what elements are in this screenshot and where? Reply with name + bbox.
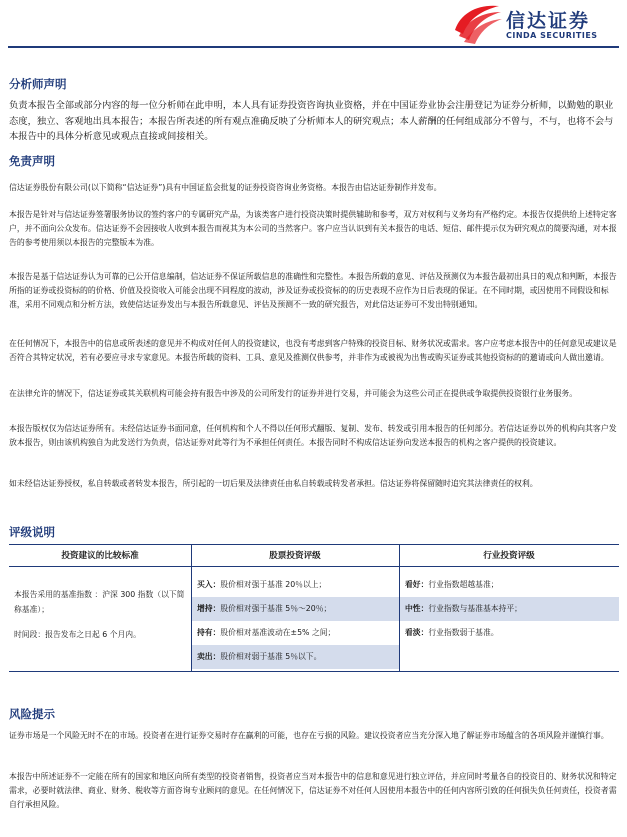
- stock-rating-row: [192, 597, 399, 621]
- industry-rating-row: [400, 573, 619, 597]
- header-industry-rating: 行业投资评级: [399, 545, 619, 567]
- brand-logo: [453, 2, 619, 46]
- stock-rating-row: [192, 621, 399, 645]
- rating-desc: 行业指数弱于基准。: [428, 628, 499, 637]
- brand-name-cn: 信达证券: [506, 10, 591, 32]
- analyst-statement-title: 分析师声明: [9, 77, 67, 91]
- rating-desc: 行业指数与基准基本持平；: [428, 604, 522, 613]
- disclaimer-paragraph: 本报告是基于信达证券认为可靠的已公开信息编制，信达证券不保证所载信息的准确性和完整性。本报告所载的意见、评估及预测仅为本报告最初出具日的观点和判断，本报告所指的证券或投资标的的价格、价值及投资收入可能会出现不同程度的波动，涉及证券或投资标的的历史表现不应作为日后表现的保证。在不同时期，或因使用不同假设和标准，采用不同观点和分析方法，致使信达证券发出与本报告所载意见、评估及预测不一致的研究报告，对此信达证券可不发出特别通知。: [9, 272, 617, 309]
- stock-rating-row: [192, 573, 399, 597]
- rating-title: 评级说明: [9, 525, 55, 539]
- risk-title: 风险提示: [9, 707, 55, 721]
- disclaimer-paragraph: 信达证券股份有限公司(以下简称“信达证券”)具有中国证监会批复的证券投资咨询业务资格。本报告由信达证券制作并发布。: [9, 183, 442, 192]
- rating-desc: 股价相对强于基准 5％～20％；: [220, 604, 332, 613]
- header-divider: [8, 46, 619, 48]
- rating-label: 看淡：: [405, 628, 429, 637]
- rating-label: 持有：: [197, 628, 221, 637]
- rating-desc: 行业指数超越基准；: [428, 580, 499, 589]
- brand-name-en: CINDA SECURITIES: [506, 31, 598, 40]
- industry-rating-row: [400, 597, 619, 621]
- page-header: [0, 0, 627, 62]
- stock-rating-row: [192, 645, 399, 669]
- rating-desc: 股价相对弱于基准 5％以下。: [220, 652, 322, 661]
- disclaimer-title: 免责声明: [9, 154, 55, 168]
- disclaimer-paragraph: 本报告版权仅为信达证券所有。未经信达证券书面同意，任何机构和个人不得以任何形式翻版、复制、发布、转发或引用本报告的任何部分。若信达证券以外的机构向其客户发放本报告，则由该机构独自为此发送行为负责，信达证券对此等行为不承担任何责任。本报告同时不构成信达证券向发送本报告的机构之客户提供的投资建议。: [9, 424, 617, 447]
- risk-paragraph: 证券市场是一个风险无时不在的市场。投资者在进行证券交易时存在赢利的可能，也存在亏损的风险。建议投资者应当充分深入地了解证券市场蕴含的各项风险并谨慎行事。: [9, 731, 609, 740]
- rating-label: 增持：: [197, 604, 221, 613]
- period-text: 时间段：报告发布之日起 6 个月内。: [14, 630, 141, 639]
- analyst-statement-text: 负责本报告全部或部分内容的每一位分析师在此申明，本人具有证券投资咨询执业资格，并在中国证券业协会注册登记为证券分析师，以勤勉的职业态度，独立、客观地出具本报告；本报告所表述的所有观点准确反映了分析师本人的研究观点；本人薪酬的任何组成部分不曾与，不与，也将不会与本报告中的具体分析意见或观点直接或间接相关。: [9, 100, 614, 142]
- rating-label: 卖出：: [197, 652, 221, 661]
- benchmark-text: 本报告采用的基准指数 ：沪深 300 指数（以下简称基准）；: [14, 590, 185, 614]
- header-stock-rating: 股票投资评级: [191, 545, 399, 567]
- brand-swoosh-icon: [453, 2, 503, 46]
- header-comparison-basis: 投资建议的比较标准: [9, 545, 191, 567]
- rating-label: 中性：: [405, 604, 429, 613]
- rating-table: [9, 544, 619, 672]
- rating-desc: 股价相对强于基准 20％以上；: [220, 580, 327, 589]
- rating-label: 看好：: [405, 580, 429, 589]
- industry-rating-row: [400, 621, 619, 645]
- rating-desc: 股价相对基准波动在±5% 之间；: [220, 628, 336, 637]
- disclaimer-paragraph: 在法律允许的情况下，信达证券或其关联机构可能会持有报告中涉及的公司所发行的证券并进行交易，并可能会为这些公司正在提供或争取提供投资银行业务服务。: [9, 389, 578, 398]
- disclaimer-paragraph: 本报告是针对与信达证券签署服务协议的签约客户的专属研究产品，为该类客户进行投资决策时提供辅助和参考，双方对权利与义务均有严格约定。本报告仅提供给上述特定客户，并不面向公众发布。信达证券不会因接收人收到本报告而视其为本公司的当然客户。客户应当认识到有关本报告的电话、短信、邮件提示仅为研究观点的简要沟通，对本报告的参考使用须以本报告的完整版本为准。: [9, 210, 617, 247]
- rating-label: 买入：: [197, 580, 221, 589]
- risk-paragraph: 本报告中所述证券不一定能在所有的国家和地区向所有类型的投资者销售，投资者应当对本报告中的信息和意见进行独立评估，并应同时考量各自的投资目的、财务状况和特定需求，必要时就法律、商业、财务、税收等方面咨询专业顾问的意见。在任何情况下，信达证券不对任何人因使用本报告中的任何内容所引致的任何损失负任何责任，投资者需自行承担风险。: [9, 772, 617, 809]
- disclaimer-paragraph: 在任何情况下，本报告中的信息或所表述的意见并不构成对任何人的投资建议，也没有考虑到客户特殊的投资目标、财务状况或需求。客户应考虑本报告中的任何意见或建议是否符合其特定状况，若有必要应寻求专家意见。本报告所载的资料、工具、意见及推测仅供参考，并非作为或被视为出售或购买证券或其他投资标的的邀请或向人做出邀请。: [9, 339, 617, 362]
- disclaimer-paragraph: 如未经信达证券授权，私自转载或者转发本报告，所引起的一切后果及法律责任由私自转载或转发者承担。信达证券将保留随时追究其法律责任的权利。: [9, 479, 538, 488]
